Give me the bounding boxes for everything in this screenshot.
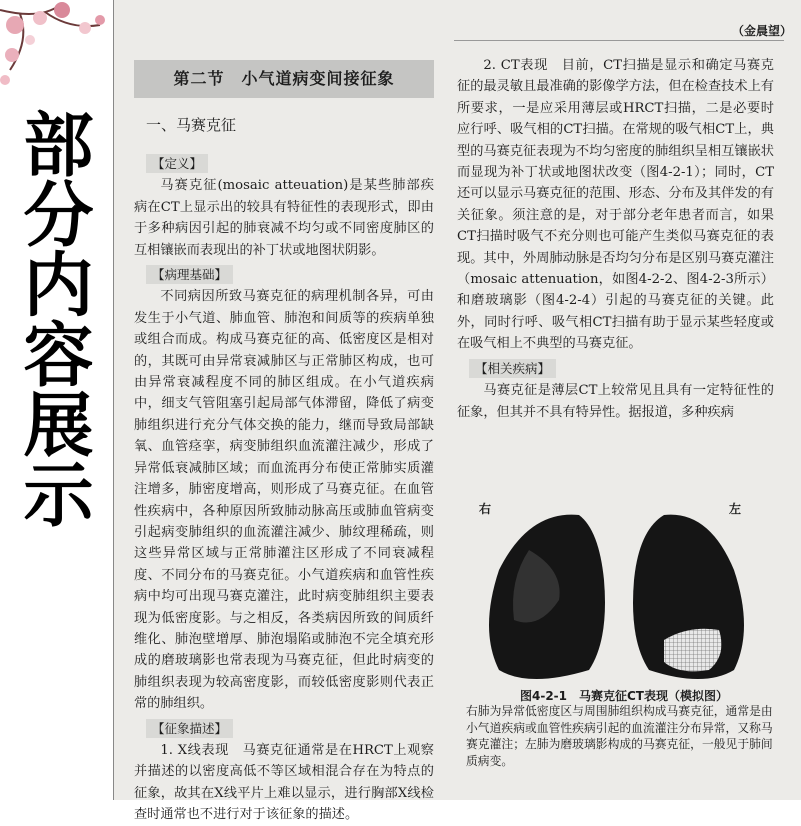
related-tag: 【相关疾病】	[469, 359, 556, 378]
subsection-title: 一、马赛克征	[146, 116, 237, 134]
ct-text: 2. CT表现 目前，CT扫描是显示和确定马赛克征的最灵敏且最准确的影像学方法，但在检查技术上有所要求，一是应采用薄层或HRCT扫描，二是必要时应行呼、吸气相的CT扫描。在常规的吸气相CT上，典型的马赛克征表现为不均匀密度的肺组织呈相互镶嵌状而显现为补丁状或地图状改变（图4-2-1）；同时，CT还可以显示马赛克征的范围、形态、分布及其伴发的有关征象。须注意的是，对于部分老年患者而言，如果CT扫描时吸气不充分则也可能产生类似马赛克征的表现。其中，外周肺动脉是否均匀分布是区别马赛克灌注（mosaic attenuation，如图4-2-2、图4-2-3所示）和磨玻璃影（图4-2-4）引起的马赛克征的关键。此外，同时行呼、吸气相CT扫描有助于显示某些轻度或在吸气相上不典型的马赛克征。	[457, 58, 774, 352]
figure-label-right: 右	[479, 502, 492, 516]
figure-label-left: 左	[729, 502, 742, 516]
banner-title: 部分内容展示	[12, 108, 94, 528]
pathology-tag: 【病理基础】	[146, 265, 233, 284]
left-column	[134, 60, 434, 823]
definition-text: 马赛克征(mosaic atteuation)是某些肺部疾病在CT上显示出的较具有特征性的表现形式，即由于多种病因引起的肺衰减不均匀或不同密度肺区的互相镶嵌而表现出的补丁状或地图状阴影。	[134, 178, 434, 258]
right-column	[457, 55, 774, 423]
promo-banner	[0, 0, 113, 800]
book-page	[113, 0, 801, 823]
section-heading: 第二节 小气道病变间接征象	[134, 60, 434, 98]
related-text: 马赛克征是薄层CT上较常见且具有一定特征性的征象，但其并不具有特异性。据报道，多种疾病	[457, 383, 774, 420]
pathology-text: 不同病因所致马赛克征的病理机制各异，可由发生于小气道、肺血管、肺泡和间质等的疾病单独或组合而成。构成马赛克征的高、低密度区是相对的，其既可由异常衰减肺区与正常肺区构成，也可由异常衰减程度不同的肺区组成。在小气道疾病中，细支气管阻塞引起局部气体滞留，降低了病变肺组织进行充分气体交换的能力，继而导致局部缺氧、血管痉挛，病变肺组织血流灌注减少，形成了异常低衰减肺区域；而血流再分布使正常肺实质灌注增多，肺密度增高，则形成了马赛克征。在血管性疾病中，各种原因所致肺动脉高压或肺血管病变引起病变肺组织的血流灌注减少、肺纹理稀疏，则这些异常区域与正常肺灌注区形成了不同衰减程度、不同分布的马赛克征。小气道疾病和血管性疾病中均可出现马赛克灌注，此时病变肺组织主要表现为低密度影。与之相反，各类病因所致的间质纤维化、肺泡壁增厚、肺泡塌陷或肺泡不完全填充形成的磨玻璃影也常表现为马赛克征，但此时病变的肺组织表现为较高密度影，而较低密度影则代表正常的肺组织。	[134, 289, 434, 712]
definition-tag: 【定义】	[146, 154, 208, 173]
figure-caption-text: 右肺为异常低密度区与周围肺组织构成马赛克征，通常是由小气道疾病或血管性疾病引起的血流灌注分布异常，又称马赛克灌注；左肺为磨玻璃影构成的马赛克征，一般见于肺间质病变。	[466, 704, 773, 768]
signs-tag: 【征象描述】	[146, 719, 233, 738]
lung-figure	[469, 490, 769, 690]
figure-caption-title: 图4-2-1 马赛克征CT表现（模拟图）	[519, 689, 728, 703]
author-name: （金晨望）	[732, 24, 793, 38]
xray-text: 1. X线表现 马赛克征通常是在HRCT上观察并描述的以密度高低不等区域相混合存在为特点的征象，故其在X线平片上难以显示，进行胸部X线检查时通常也不进行对于该征象的描述。	[134, 742, 434, 823]
header-rule	[454, 40, 784, 41]
